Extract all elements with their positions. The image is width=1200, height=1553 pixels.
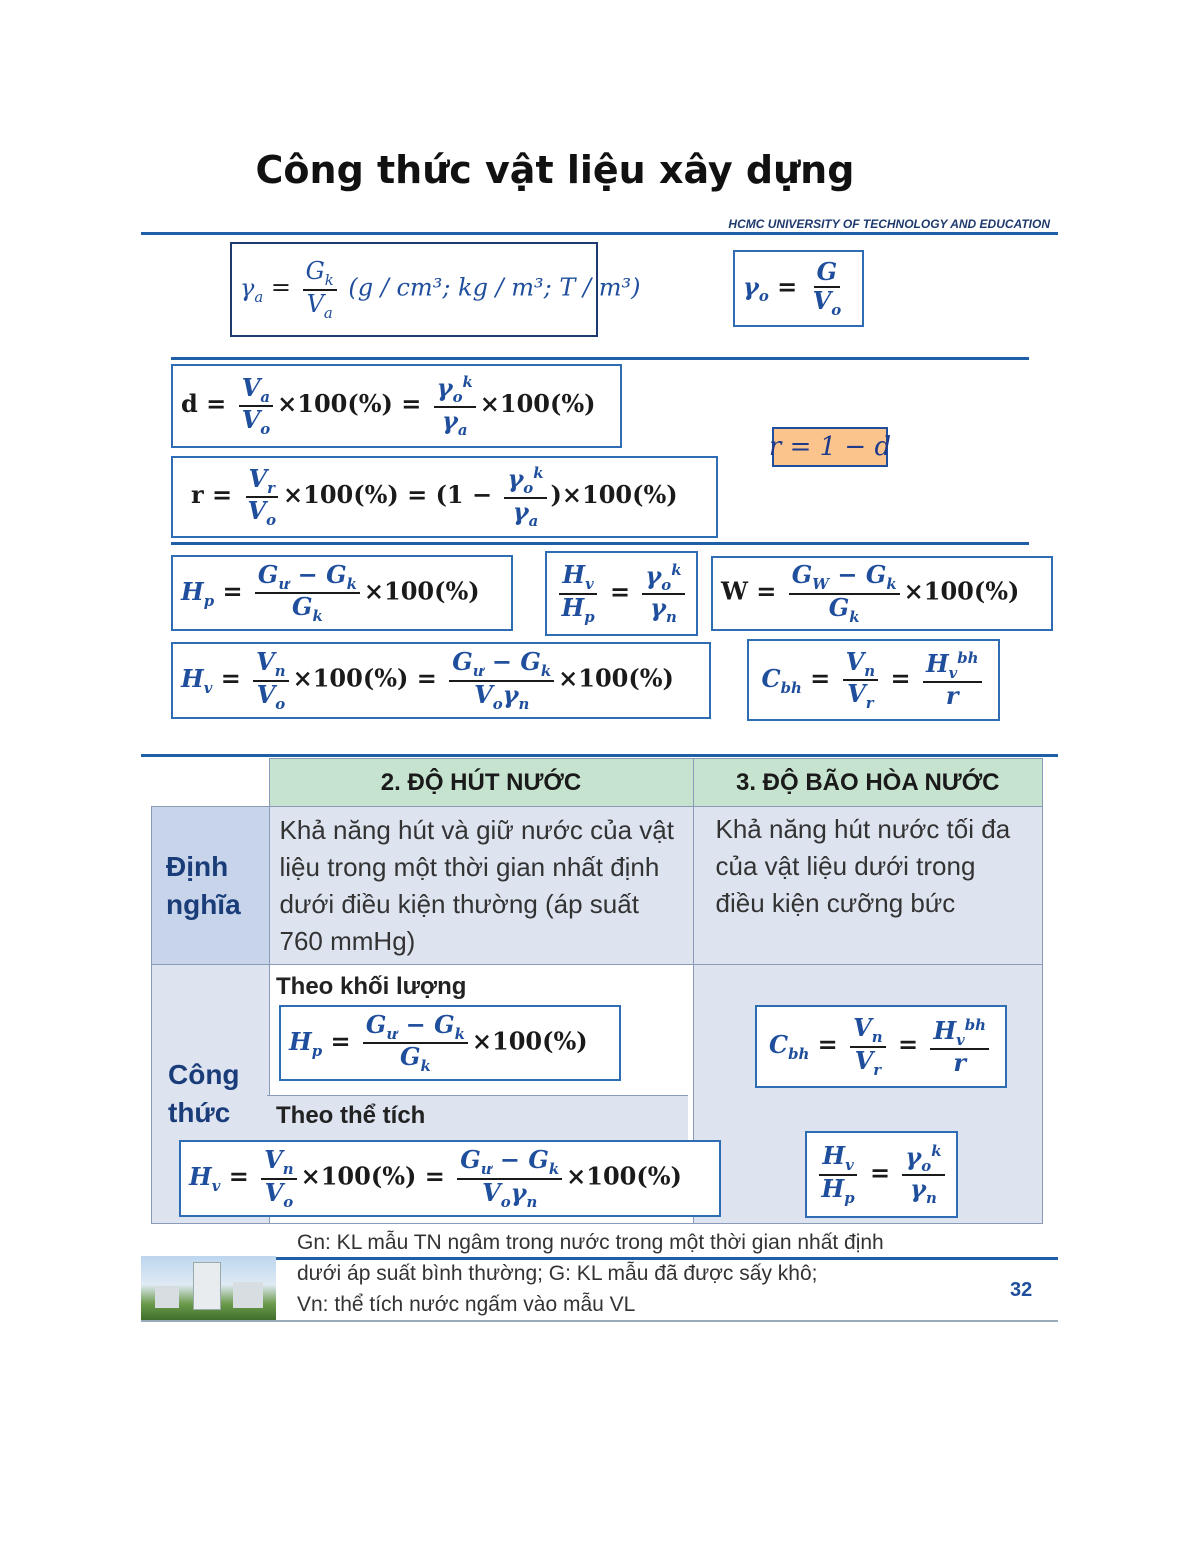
row-label-definition: Định nghĩa [152,807,270,965]
mass-absorption-formula-box: $H_p$ = $\frac{G_ư - G_k}{G_k}$ ×100(%) [171,555,513,631]
percent-text: ×100(%) [471,1026,588,1056]
percent-text: ×100(%) [479,389,596,419]
by-mass-label: Theo khối lượng [276,973,467,1000]
divider-line [171,542,1029,545]
row-label-formula: Công thức [152,965,270,1224]
compactness-formula-box: d = $\frac{V_a}{V_o}$ ×100(%) = $\frac{\gamma_o^k}{\gamma_a}$ ×100(%) [171,364,622,448]
volume-absorption-formula-box: $H_v$ = $\frac{V_n}{V_o}$ ×100(%) = $\frac{G_ư - G_k}{V_o\gamma_n}$ ×100(%) [179,1140,721,1217]
percent-text: ×100(%) [558,664,674,693]
percent-text: ×100(%) [283,480,399,510]
percent-text: ×100(%) [903,577,1020,606]
header-rule [141,754,1058,757]
porosity-relation: r = 1 − d [768,432,892,462]
density-formula-box: $\gamma_a$ = $\frac{G_k}{V_a}$ (g / cm³; kg / m³; T / m³) [230,242,598,337]
col-header-absorption: 2. ĐỘ HÚT NƯỚC [269,759,693,807]
units-text: (g / cm³; kg / m³; T / m³) [348,274,641,302]
saturation-definition: Khả năng hút nước tối đa của vật liệu dưới trong điều kiện cưỡng bức [693,807,1043,965]
bulk-density-formula-box: $\gamma_o$ = $\frac{G}{V_o}$ [733,250,864,327]
university-header: HCMC UNIVERSITY OF TECHNOLOGY AND EDUCATION [728,217,1050,231]
col-header-saturation: 3. ĐỘ BÃO HÒA NƯỚC [693,759,1043,807]
saturation-formula-box: $C_{bh}$ = $\frac{V_n}{V_r}$ = $\frac{H_v^{bh}}{r}$ [747,639,1000,721]
absorption-ratio-formula-box: $\frac{H_v}{H_p}$ = $\frac{\gamma_o^k}{\gamma_n}$ [805,1131,958,1218]
header-rule [141,232,1058,235]
percent-text: ×100(%) [363,576,480,606]
slide-bottom-border [141,1320,1058,1322]
by-volume-label: Theo thể tích [276,1102,426,1129]
footnote-line-3: Vn: thể tích nước ngấm vào mẫu VL [297,1293,636,1316]
percent-text: ×100(%) [292,664,409,693]
percent-text: ×100(%) [277,389,393,419]
page-number: 32 [1010,1279,1033,1301]
page-title: Công thức vật liệu xây dựng [255,148,855,192]
saturation-formula-box: $C_{bh}$ = $\frac{V_n}{V_r}$ = $\frac{H_v^{bh}}{r}$ [755,1005,1007,1088]
percent-text: ×100(%) [300,1162,417,1191]
footnote-line-1: Gn: KL mẫu TN ngâm trong nước trong một thời gian nhất định [297,1231,884,1254]
mass-absorption-formula-box: $H_p$ = $\frac{G_ư - G_k}{G_k}$ ×100(%) [279,1005,621,1081]
absorption-definition: Khả năng hút và giữ nước của vật liệu trong một thời gian nhất định dưới điều kiện thường (áp suất 760 mmHg) [269,807,693,965]
percent-text: ×100(%) [561,480,678,510]
absorption-ratio-formula-box: $\frac{H_v}{H_p}$ = $\frac{\gamma_o^k}{\gamma_n}$ [545,551,698,636]
volume-absorption-formula-box: $H_v$ = $\frac{V_n}{V_o}$ ×100(%) = $\frac{G_ư - G_k}{V_o\gamma_n}$ ×100(%) [171,642,711,719]
divider-line [171,357,1029,360]
porosity-relation-box [768,427,892,467]
moisture-formula-box: W = $\frac{G_W - G_k}{G_k}$ ×100(%) [711,556,1053,631]
campus-image [141,1256,276,1320]
porosity-formula-box: r = $\frac{V_r}{V_o}$ ×100(%) = (1 − $\frac{\gamma_o^k}{\gamma_a}$ )×100(%) [171,456,718,538]
percent-text: ×100(%) [566,1162,682,1191]
footnote-line-2: dưới áp suất bình thường; G: KL mẫu đã được sấy khô; [297,1262,818,1285]
footnote [297,1227,1037,1320]
